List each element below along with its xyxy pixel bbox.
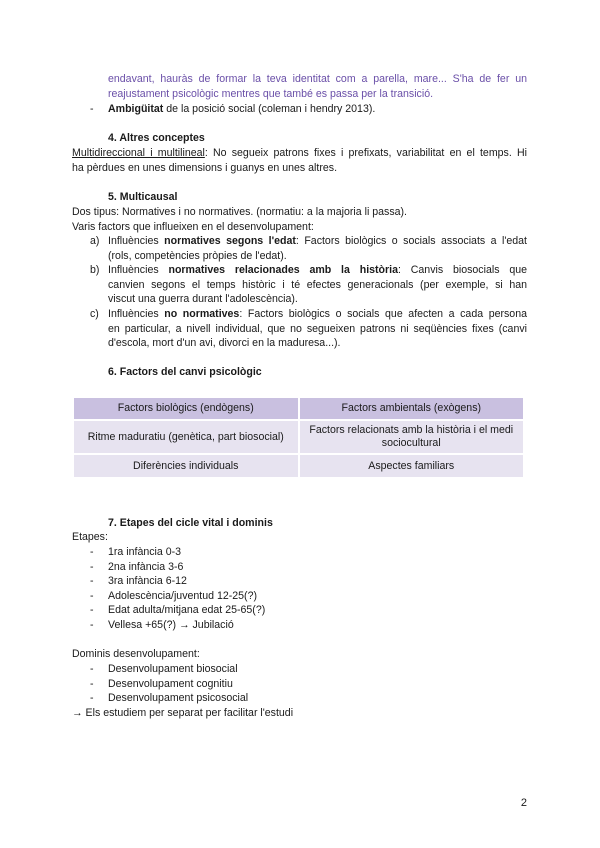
list-marker: c) bbox=[90, 308, 99, 320]
page-number: 2 bbox=[520, 796, 527, 809]
list-item: - 1ra infància 0-3 bbox=[90, 546, 182, 558]
list-item: - Desenvolupament psicosocial bbox=[90, 692, 249, 704]
etapes-list bbox=[90, 545, 530, 632]
multidireccional-term: Multidireccional i multilineal bbox=[72, 147, 205, 159]
ambiguitat-text: de la posició social (coleman i hendry 2013). bbox=[163, 103, 376, 115]
ambiguitat-term: Ambigüitat bbox=[108, 103, 164, 115]
item-line2: en particular, a nivell individual, que no segueixen patrons ni seqüències fixes (canvi bbox=[108, 322, 527, 335]
dominis-note: → Els estudiem per separat per facilitar l'estudi bbox=[72, 707, 294, 719]
list-item: - Vellesa +65(?) → Jubilació bbox=[90, 618, 234, 631]
table-header-row bbox=[74, 398, 523, 419]
table-header-cell: Factors biològics (endògens) bbox=[74, 398, 298, 419]
item-line2: (rols, competències pròpies de l'edat). bbox=[108, 249, 287, 262]
dominis-label: Dominis desenvolupament: bbox=[72, 648, 200, 660]
list-item: - Adolescència/juventud 12-25(?) bbox=[90, 589, 257, 602]
etapa-text: 2na infància 3-6 bbox=[108, 560, 184, 573]
s4-line2: ha pèrdues en unes dimensions i guanys en unes altres. bbox=[72, 161, 338, 174]
list-item-c bbox=[108, 307, 527, 351]
item-pre: Influències bbox=[108, 264, 169, 276]
continuation-line-2: reajustament psicològic mentres que també es passa per la transició. bbox=[108, 87, 434, 100]
dominis-list bbox=[90, 662, 530, 706]
continuation-line-1: endavant, hauràs de formar la teva identitat com a parella, mare... S'ha de fer un bbox=[108, 73, 527, 85]
etapa-text: Edat adulta/mitjana edat 25-65(?) bbox=[108, 604, 266, 616]
section-5-heading: 5. Multicausal bbox=[108, 191, 178, 203]
s4-line1: : No segueix patrons fixes i prefixats, variabilitat en el temps. Hi bbox=[204, 147, 527, 159]
section-4-heading: 4. Altres conceptes bbox=[108, 132, 205, 144]
domini-text: Desenvolupament psicosocial bbox=[108, 692, 249, 704]
section-7-heading: 7. Etapes del cicle vital i dominis bbox=[108, 517, 273, 529]
section-5-intro bbox=[72, 205, 527, 234]
list-item: - Desenvolupament biosocial bbox=[90, 663, 238, 675]
item-line2: canvien segons el temps històric i té efectes generacionals (per exemple, si han bbox=[108, 278, 527, 291]
list-item-b bbox=[108, 263, 527, 307]
list-item: - Edat adulta/mitjana edat 25-65(?) bbox=[90, 604, 266, 616]
item-bold: no normatives bbox=[164, 308, 240, 320]
item-line1: : Factors biològics o socials associats a l'edat bbox=[295, 235, 528, 247]
item-pre: Influències bbox=[108, 235, 165, 247]
list-item: - 3ra infància 6-12 bbox=[90, 575, 187, 587]
etapa-text: Vellesa +65(?) → Jubilació bbox=[108, 618, 234, 631]
table-cell: Factors relacionats amb la història i el medi sociocultural bbox=[300, 421, 524, 453]
table-cell: Ritme maduratiu (genètica, part biosocial) bbox=[74, 421, 298, 453]
list-marker: b) bbox=[90, 264, 100, 276]
item-line3: viscut una guerra durant l'adolescència). bbox=[108, 293, 298, 305]
domini-text: Desenvolupament cognitiu bbox=[108, 677, 233, 690]
item-line1: : Factors biològics o socials que afecten a cada persona bbox=[239, 308, 527, 320]
list-marker: a) bbox=[90, 235, 100, 247]
etapa-text: 3ra infància 6-12 bbox=[108, 575, 187, 587]
etapa-text: Adolescència/juventud 12-25(?) bbox=[108, 589, 257, 602]
s5-line1: Dos tipus: Normatives i no normatives. (normatiu: a la majoria li passa). bbox=[72, 206, 408, 218]
item-line3: d'escola, mort d'un avi, divorci en la maduresa...). bbox=[108, 337, 341, 349]
paragraph-continuation bbox=[108, 72, 527, 101]
etapa-text: 1ra infància 0-3 bbox=[108, 546, 182, 558]
section-4-body bbox=[72, 146, 527, 175]
table-row bbox=[74, 455, 523, 477]
table-header-cell: Factors ambientals (exògens) bbox=[300, 398, 524, 419]
list-item: - 2na infància 3-6 bbox=[90, 560, 184, 573]
section-6-heading: 6. Factors del canvi psicològic bbox=[108, 366, 262, 378]
table-row bbox=[74, 421, 523, 453]
item-pre: Influències bbox=[108, 308, 165, 320]
table-cell: Aspectes familiars bbox=[300, 455, 524, 477]
item-bold: normatives segons l'edat bbox=[164, 235, 296, 247]
domini-text: Desenvolupament biosocial bbox=[108, 663, 238, 675]
list-item: - Desenvolupament cognitiu bbox=[90, 677, 233, 690]
factors-table bbox=[72, 396, 525, 479]
etapes-label: Etapes: bbox=[72, 531, 108, 543]
item-bold: normatives relacionades amb la història bbox=[168, 264, 398, 276]
item-line1: : Canvis biosocials que bbox=[397, 264, 527, 276]
ambiguitat-item bbox=[108, 102, 527, 117]
bullet-dash: - bbox=[90, 103, 94, 115]
s5-line2: Varis factors que influeixen en el desenvolupament: bbox=[72, 220, 314, 233]
list-item-a bbox=[108, 234, 527, 263]
table-cell: Diferències individuals bbox=[74, 455, 298, 477]
